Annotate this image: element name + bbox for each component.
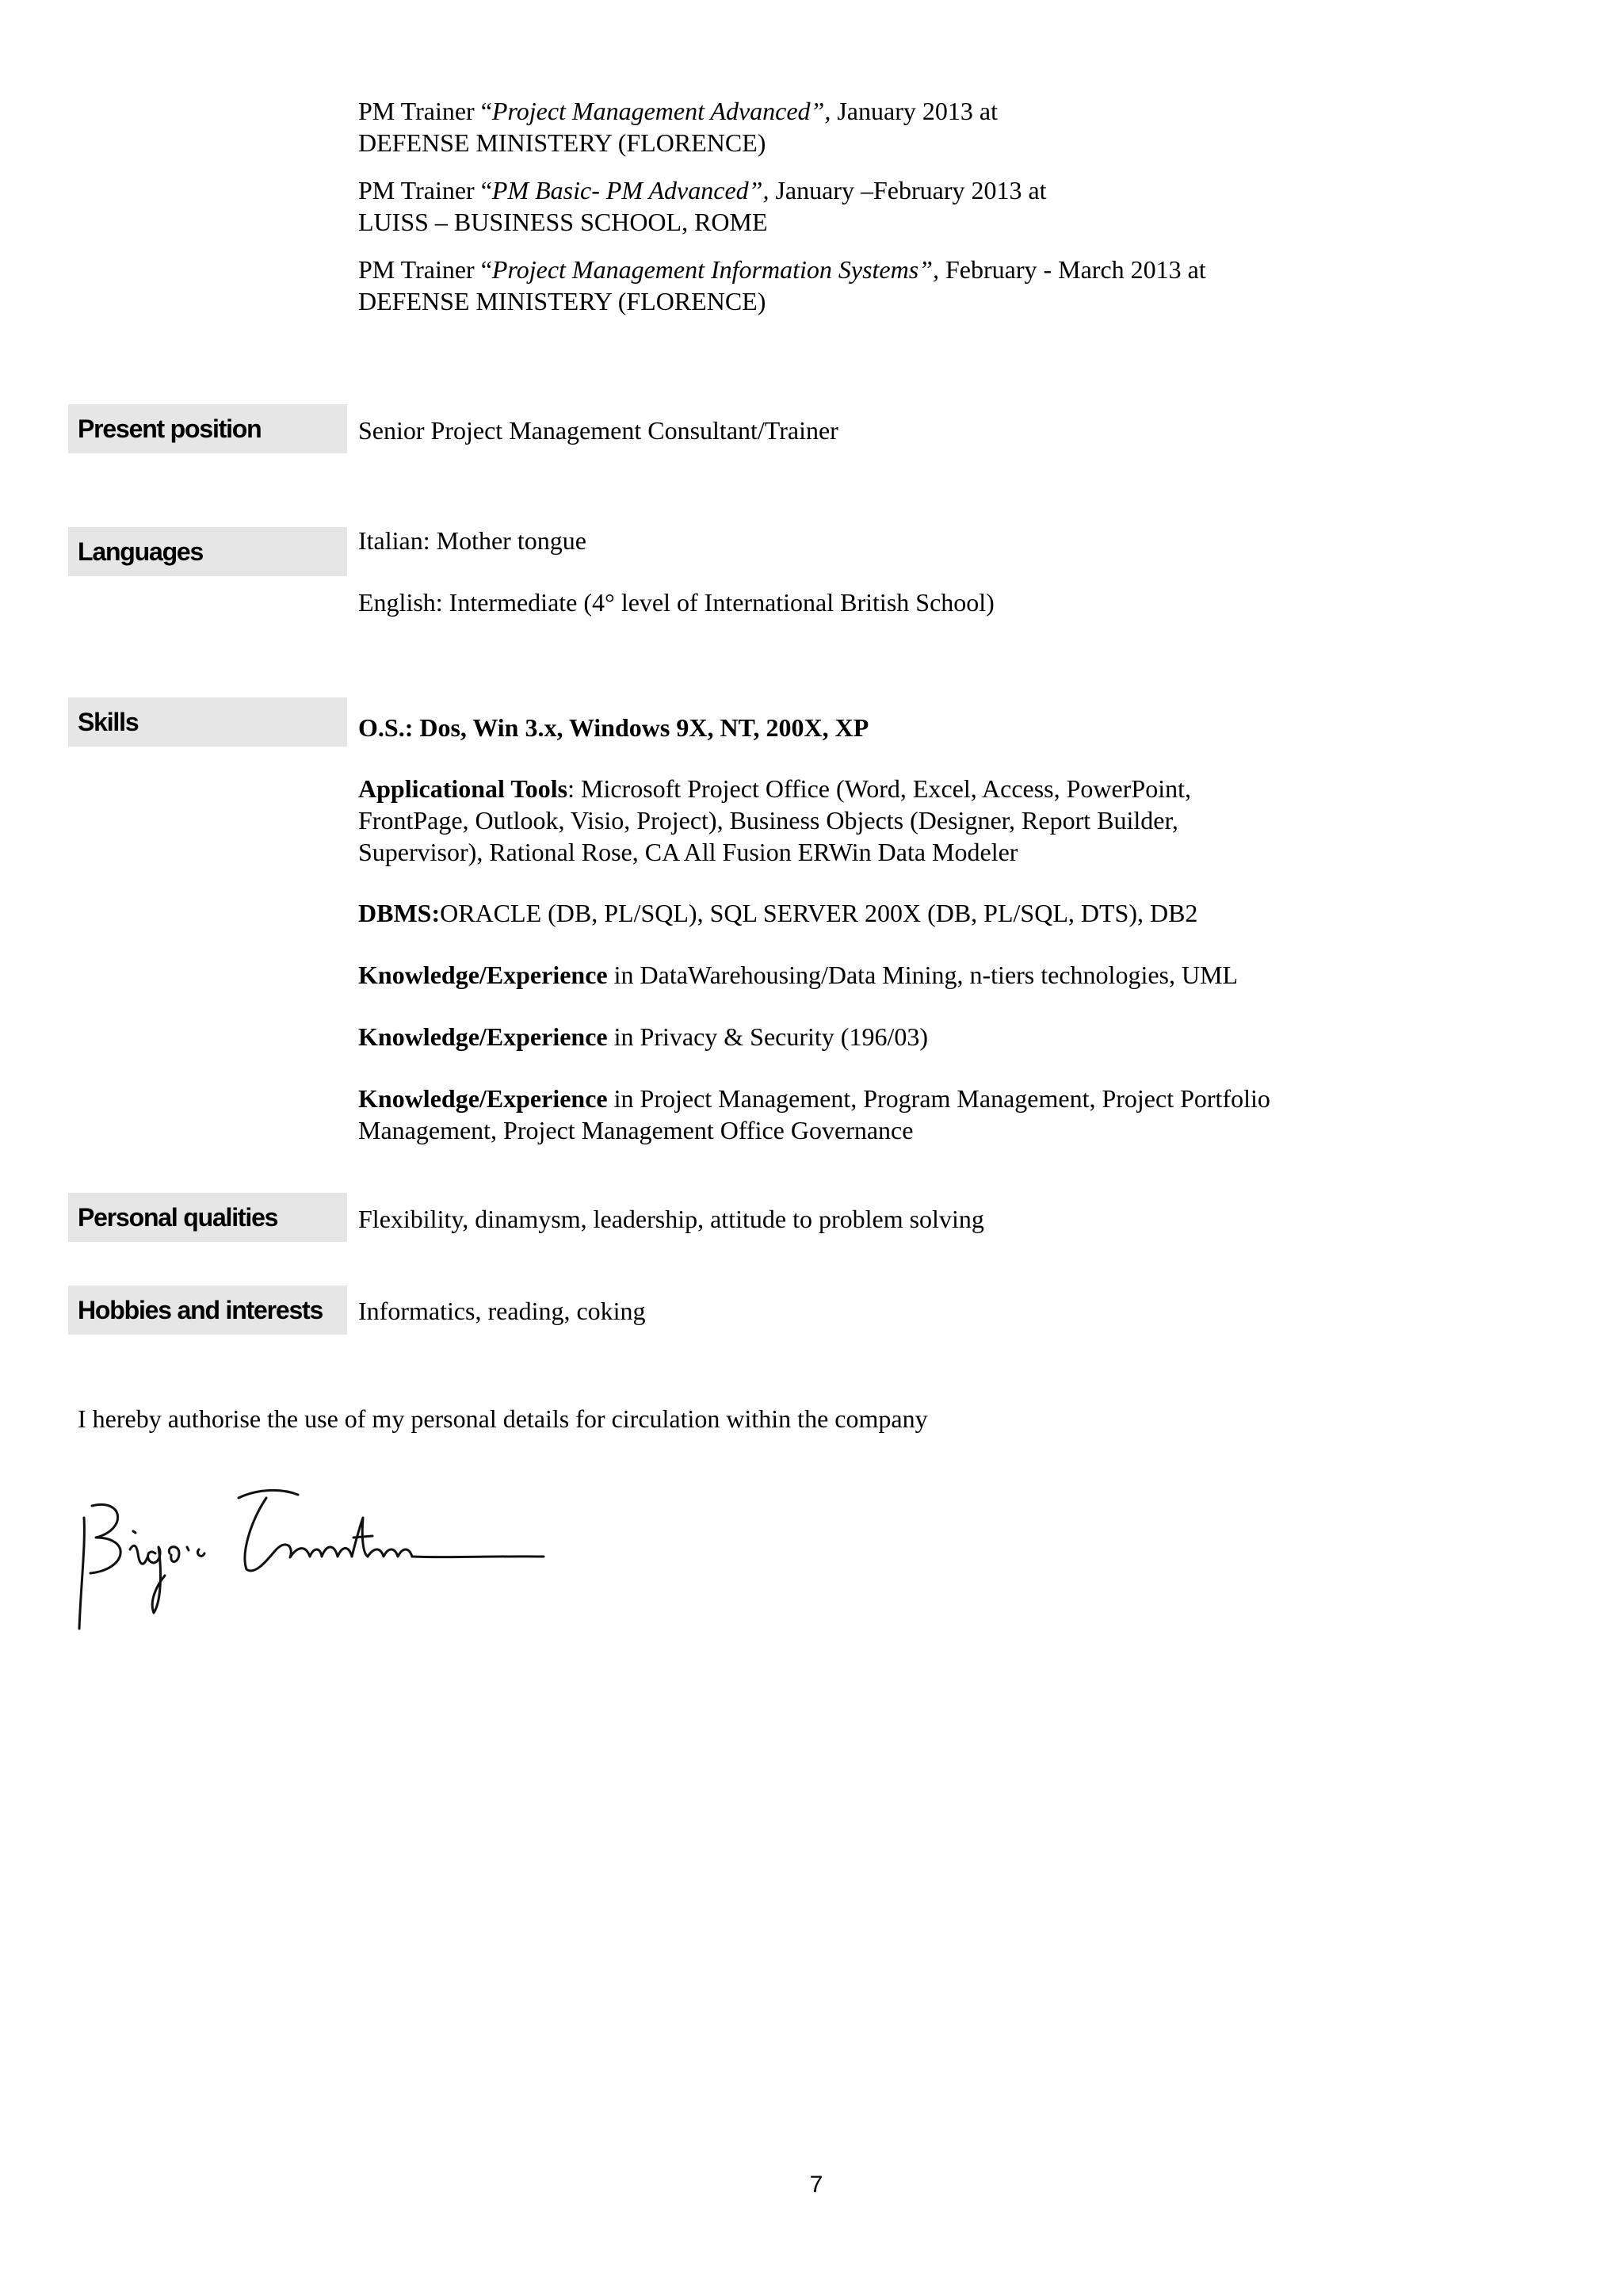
training-entry bbox=[358, 95, 1388, 159]
training-place: LUISS – BUSINESS SCHOOL, ROME bbox=[358, 208, 768, 236]
training-date: January 2013 at bbox=[831, 97, 998, 125]
skills-knowledge: Knowledge/Experience in Privacy & Security (196/03) bbox=[358, 1022, 928, 1051]
language-item: English: Intermediate (4° level of International British School) bbox=[358, 588, 995, 617]
training-date: February - March 2013 at bbox=[938, 255, 1206, 284]
training-course: Project Management Information Systems”, bbox=[491, 255, 939, 284]
personal-qualities-label: Personal qualities bbox=[68, 1193, 347, 1242]
training-course: PM Basic- PM Advanced”, bbox=[491, 176, 769, 204]
authorisation-statement: I hereby authorise the use of my personal details for circulation within the company bbox=[78, 1404, 928, 1433]
skills-os: O.S.: Dos, Win 3.x, Windows 9X, NT, 200X, XP bbox=[358, 713, 869, 742]
skills-knowledge: Knowledge/Experience in Project Management, Program Management, Project Portfolio Management, Project Management Office Governance bbox=[358, 1084, 1270, 1144]
page-number: 7 bbox=[809, 2172, 823, 2198]
training-place: DEFENSE MINISTERY (FLORENCE) bbox=[358, 287, 766, 315]
skills-tools: Applicational Tools: Microsoft Project Office (Word, Excel, Access, PowerPoint, FrontPage, Outlook, Visio, Project), Business Objects (Designer, Report Builder, Supervisor), Rational Rose, CA All Fusion ERWin Data Modeler bbox=[358, 774, 1191, 866]
languages-label: Languages bbox=[68, 527, 347, 576]
language-item: Italian: Mother tongue bbox=[358, 526, 586, 555]
skills-knowledge: Knowledge/Experience in DataWarehousing/Data Mining, n-tiers technologies, UML bbox=[358, 961, 1239, 989]
training-entry bbox=[358, 254, 1388, 317]
signature-image bbox=[68, 1474, 553, 1633]
skills-label: Skills bbox=[68, 697, 347, 747]
training-entry bbox=[358, 174, 1388, 238]
training-prefix: PM Trainer “ bbox=[358, 97, 492, 125]
training-place: DEFENSE MINISTERY (FLORENCE) bbox=[358, 128, 766, 157]
present-position-value: Senior Project Management Consultant/Trainer bbox=[358, 416, 838, 445]
hobbies-value: Informatics, reading, coking bbox=[358, 1297, 646, 1325]
personal-qualities-value: Flexibility, dinamysm, leadership, attitude to problem solving bbox=[358, 1205, 984, 1233]
hobbies-label: Hobbies and interests bbox=[68, 1286, 347, 1335]
training-course: Project Management Advanced”, bbox=[491, 97, 831, 125]
present-position-label: Present position bbox=[68, 404, 347, 453]
training-prefix: PM Trainer “ bbox=[358, 255, 492, 284]
training-prefix: PM Trainer “ bbox=[358, 176, 492, 204]
training-date: January –February 2013 at bbox=[769, 176, 1047, 204]
skills-dbms: DBMS:ORACLE (DB, PL/SQL), SQL SERVER 200X (DB, PL/SQL, DTS), DB2 bbox=[358, 899, 1198, 927]
